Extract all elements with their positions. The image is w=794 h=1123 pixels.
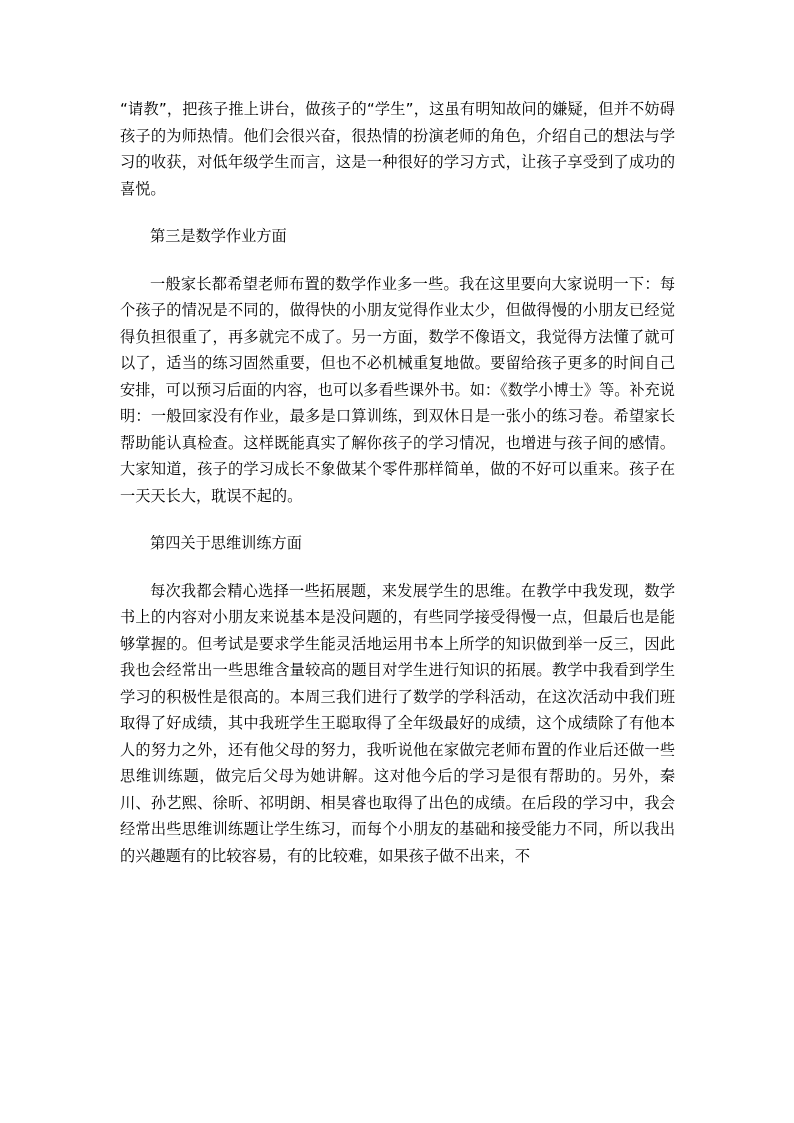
document-body [120,96,675,890]
section-heading-thinking-training: 第四关于思维训练方面 [150,534,302,552]
paragraph-continued: “请教”，把孩子推上讲台，做孩子的“学生”，这虽有明知故问的嫌疑，但并不妨碍孩子的为师热情。他们会很兴奋，很热情的扮演老师的角色，介绍自己的想法与学习的收获，对低年级学生而言，这是一种很好的学习方式，让孩子享受到了成功的喜悦。 [120,100,675,198]
section-heading-homework: 第三是数学作业方面 [150,227,287,245]
paragraph-thinking-training: 每次我都会精心选择一些拓展题，来发展学生的思维。在教学中我发现，数学书上的内容对小朋友来说基本是没问题的，有些同学接受得慢一点，但最后也是能够掌握的。但考试是要求学生能灵活地运用书本上所学的知识做到举一反三，因此我也会经常出一些思维含量较高的题目对学生进行知识的拓展。教学中我看到学生学习的积极性是很高的。本周三我们进行了数学的学科活动，在这次活动中我们班取得了好成绩，其中我班学生王聪取得了全年级最好的成绩，这个成绩除了有他本人的努力之外，还有他父母的努力，我听说他在家做完老师布置的作业后还做一些思维训练题，做完后父母为她讲解。这对他今后的学习是很有帮助的。另外，秦川、孙艺熙、徐昕、祁明朗、相昊睿也取得了出色的成绩。在后段的学习中，我会经常出些思维训练题让学生练习，而每个小朋友的基础和接受能力不同，所以我出的兴趣题有的比较容易，有的比较难，如果孩子做不出来，不 [120,581,675,865]
paragraph-homework: 一般家长都希望老师布置的数学作业多一些。我在这里要向大家说明一下：每个孩子的情况是不同的，做得快的小朋友觉得作业太少，但做得慢的小朋友已经觉得负担很重了，再多就完不成了。另一方面，数学不像语文，我觉得方法懂了就可以了，适当的练习固然重要，但也不必机械重复地做。要留给孩子更多的时间自己安排，可以预习后面的内容，也可以多看些课外书。如：《数学小博士》等。补充说明：一般回家没有作业，最多是口算训练，到双休日是一张小的练习卷。希望家长帮助能认真检查。这样既能真实了解你孩子的学习情况，也增进与孩子间的感情。大家知道，孩子的学习成长不象做某个零件那样简单，做的不好可以重来。孩子在一天天长大，耽误不起的。 [120,274,675,505]
